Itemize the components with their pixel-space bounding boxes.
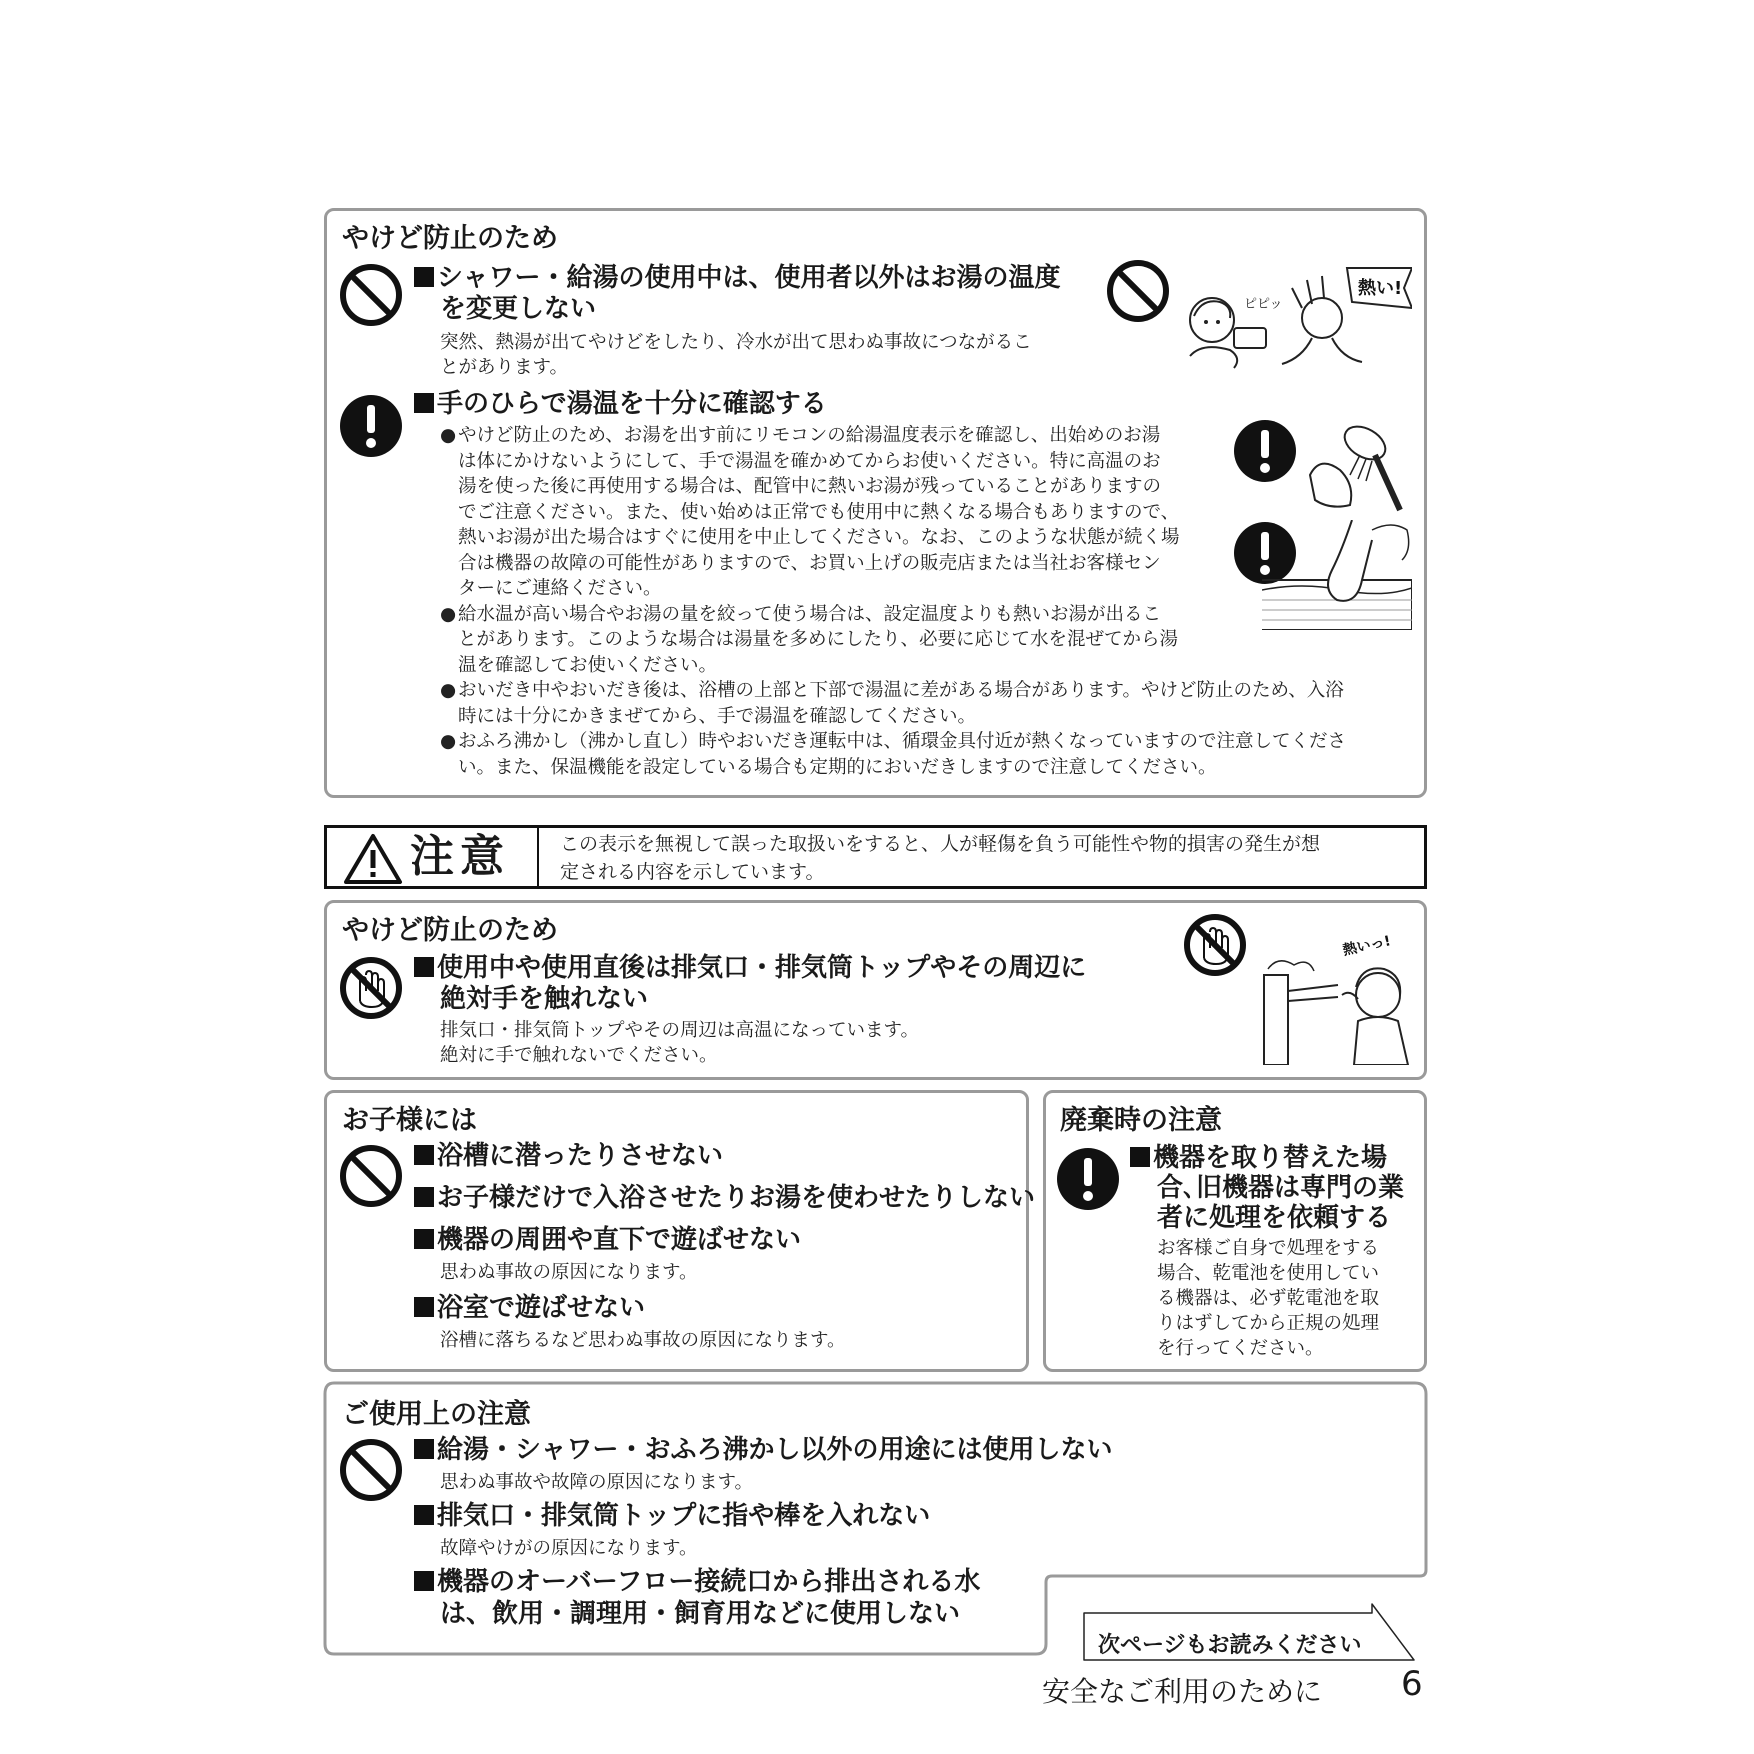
item-heading-cont: は、飲用・調理用・飼育用などに使用しない [440,1599,961,1629]
caution-description: この表示を無視して誤った取扱いをすると、人が軽傷を負う可能性や物的損害の発生が想 [560,833,1321,855]
item-heading: 排気口・排気筒トップに指や棒を入れない [414,1500,930,1532]
item-body: を行ってください。 [1157,1338,1324,1359]
bullet-item: ● おいだき中やおいだき後は、浴槽の上部と下部で湯温に差がある場合があります。やけど防止のため、入浴 時には十分にかきまぜてから、手で湯温を確認してください。 [440,680,1344,727]
shower-scald-illustration [1172,258,1412,378]
item-body: 場合、乾電池を使用してい [1157,1263,1380,1284]
bullet-list [440,423,1347,780]
item-heading-cont: を変更しない [440,294,597,324]
prohibition-icon [338,1143,404,1209]
item-body: りはずしてから正規の処理 [1157,1313,1380,1334]
item-heading: 手のひらで湯温を十分に確認する [414,388,827,420]
hand-in-bath-illustration [1262,520,1412,630]
section-title: お子様には [342,1105,477,1136]
mandatory-icon [1232,418,1298,484]
illus-label: 熱い! [1358,278,1403,299]
item-heading: 機器のオーバーフロー接続口から排出される水 [414,1566,980,1598]
hand-under-shower-illustration [1300,415,1410,515]
caution-divider [537,828,539,886]
item-heading: 浴室で遊ばせない [414,1292,645,1324]
item-body: 思わぬ事故や故障の原因になります。 [440,1472,754,1493]
item-heading-cont: 者に処理を依頼する [1157,1203,1392,1233]
prohibition-icon [1105,258,1171,324]
illus-label: ピピッ [1244,297,1283,312]
item-body: 絶対に手で触れないでください。 [440,1045,718,1066]
item-body: 故障やけがの原因になります。 [440,1538,698,1559]
item-heading: 浴槽に潜ったりさせない [414,1140,723,1172]
item-heading-cont: 絶対手を触れない [440,984,649,1014]
caution-description: 定される内容を示しています。 [560,861,825,883]
item-heading: 給湯・シャワー・おふろ沸かし以外の用途には使用しない [414,1434,1112,1466]
footer-section-title: 安全なご利用のために [1042,1675,1323,1708]
item-heading-cont: 合､旧機器は専門の業 [1157,1173,1405,1203]
no-touch-icon [1182,912,1248,978]
hot-exhaust-illustration [1258,925,1418,1065]
mandatory-icon [338,393,404,459]
mandatory-icon [1055,1146,1121,1212]
item-heading: 機器を取り替えた場 [1130,1142,1387,1174]
item-body: お客様ご自身で処理をする [1157,1238,1380,1259]
item-body: 排気口・排気筒トップやその周辺は高温になっています。 [440,1020,919,1041]
prohibition-icon [338,1437,404,1503]
item-body: とがあります。 [440,357,569,378]
next-page-label: 次ページもお読みください [1098,1633,1362,1658]
illus-label: 熱いっ! [1341,933,1393,959]
bullet-item: ● おふろ沸かし（沸かし直し）時やおいだき運転中は、循環金具付近が熱くなっていますので注意してくださ い。また、保温機能を設定している場合も定期的においだきしますので注意してください。 [440,731,1347,778]
section-title: ご使用上の注意 [342,1399,531,1430]
item-heading: 機器の周囲や直下で遊ばせない [414,1224,801,1256]
item-heading: 使用中や使用直後は排気口・排気筒トップやその周辺に [414,952,1086,984]
prohibition-icon [338,262,404,328]
item-body: 浴槽に落ちるなど思わぬ事故の原因になります。 [440,1330,846,1351]
item-heading: シャワー・給湯の使用中は、使用者以外はお湯の温度 [414,262,1060,294]
item-body: 突然、熱湯が出てやけどをしたり、冷水が出て思わぬ事故につながるこ [440,332,1032,353]
item-body: 思わぬ事故の原因になります。 [440,1262,698,1283]
page-number: 6 [1401,1664,1423,1704]
bullet-item: ● 給水温が高い場合やお湯の量を絞って使う場合は、設定温度よりも熱いお湯が出るこ とがあります。このような場合は湯量を多めにしたり、必要に応じて水を混ぜてから湯 温を確認してお使いください。 [440,603,1179,676]
section-title: やけど防止のため [342,223,558,254]
no-touch-icon [338,955,404,1021]
item-body: る機器は、必ず乾電池を取 [1157,1288,1380,1309]
caution-label: 注意 [410,831,510,882]
section-title: やけど防止のため [342,915,558,946]
item-heading: お子様だけで入浴させたりお湯を使わせたりしない [414,1182,1035,1214]
bullet-item: ● やけど防止のため、お湯を出す前にリモコンの給湯温度表示を確認し、出始めのお湯 は体にかけないようにして、手で湯温を確かめてからお使いください。特に高温のお 湯を使った後に再使用する場合は、配管中に熱いお湯が残っていることがありますの でご注意ください。また、使い始めは正常でも使用中に熱くなる場合もありますので、 熱いお湯が出た場合はすぐに使用を中止してください。なお、このような状態が続く場 合は機器の故障の可能性がありますので、お買い上げの販売店または当社お客様セン ターにご連絡ください。 [440,425,1180,599]
section-title: 廃棄時の注意 [1060,1105,1222,1136]
warning-triangle-icon [342,832,404,886]
